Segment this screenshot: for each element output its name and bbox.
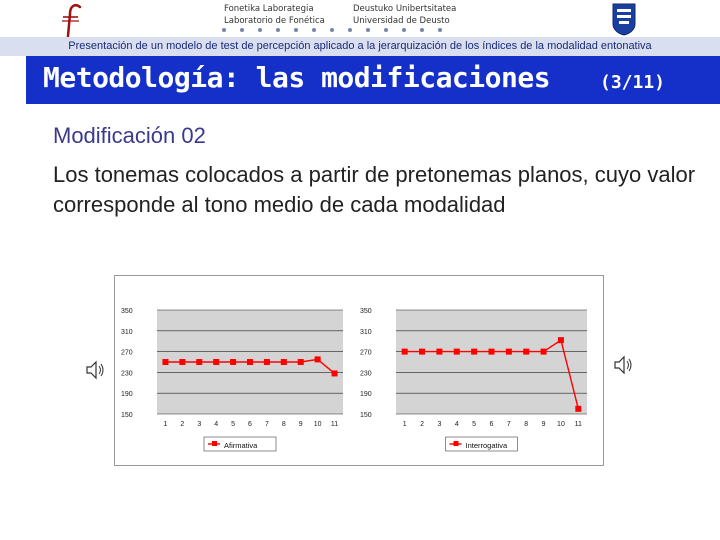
- legend-label: Interrogativa: [465, 441, 508, 450]
- y-tick-label: 270: [121, 349, 133, 357]
- body-text: Los tonemas colocados a partir de pretonemas planos, cuyo valor corresponde al tono medio de cada modalidad: [53, 162, 696, 217]
- data-point: [575, 406, 581, 412]
- x-tick-label: 5: [231, 421, 236, 428]
- crest-icon: [611, 2, 637, 36]
- y-tick-label: 230: [121, 370, 133, 378]
- data-point: [541, 349, 547, 355]
- data-point: [281, 359, 287, 365]
- x-tick-label: 2: [420, 421, 424, 428]
- header-lab-name: [224, 3, 325, 27]
- y-tick-label: 310: [121, 328, 133, 336]
- x-tick-label: 5: [472, 421, 477, 428]
- header-lab-spanish: Laboratorio de Fonética: [224, 16, 325, 26]
- y-tick-label: 310: [360, 328, 372, 336]
- y-tick-label: 350: [121, 308, 133, 315]
- data-point: [196, 359, 202, 365]
- x-tick-label: 4: [214, 421, 219, 428]
- y-tick-label: 270: [360, 349, 372, 357]
- x-tick-label: 4: [454, 421, 459, 428]
- legend-label: Afirmativa: [224, 441, 258, 450]
- data-point: [506, 349, 512, 355]
- data-point: [419, 349, 425, 355]
- x-tick-label: 9: [541, 421, 546, 428]
- header-lab-basque: Fonetika Laborategia: [224, 4, 314, 14]
- data-point: [179, 359, 185, 365]
- y-tick-label: 150: [121, 412, 133, 419]
- y-tick-label: 350: [360, 308, 372, 315]
- data-point: [489, 349, 495, 355]
- data-point: [402, 349, 408, 355]
- speaker-icon[interactable]: [612, 353, 636, 377]
- data-point: [230, 359, 236, 365]
- presentation-subtitle: Presentación de un modelo de test de percepción aplicado a la jerarquización de los índices de la modalidad entonativa: [68, 40, 652, 52]
- x-tick-label: 1: [163, 421, 168, 428]
- legend-marker: [212, 441, 217, 446]
- slide-counter: (3/11): [600, 72, 666, 93]
- x-tick-label: 10: [313, 421, 322, 428]
- x-tick-label: 3: [197, 421, 202, 428]
- x-tick-label: 8: [524, 421, 529, 428]
- data-point: [162, 359, 168, 365]
- data-point: [213, 359, 219, 365]
- header-university-spanish: Universidad de Deusto: [353, 16, 450, 26]
- data-point: [264, 359, 270, 365]
- header-university-name: [353, 3, 456, 27]
- x-tick-label: 10: [557, 421, 565, 428]
- x-tick-label: 7: [506, 421, 511, 428]
- x-tick-label: 7: [264, 421, 269, 428]
- data-point: [298, 359, 304, 365]
- chart-frame: [114, 275, 604, 466]
- x-tick-label: 6: [489, 421, 494, 428]
- data-point: [471, 349, 477, 355]
- pitch-charts: [115, 276, 605, 467]
- data-point: [247, 359, 253, 365]
- x-tick-label: 8: [281, 421, 286, 428]
- data-point: [523, 349, 529, 355]
- y-tick-label: 150: [360, 412, 372, 419]
- modification-label: Modificación 02: [53, 123, 206, 148]
- data-point: [315, 356, 321, 362]
- y-tick-label: 190: [121, 391, 133, 399]
- x-tick-label: 3: [437, 421, 442, 428]
- x-tick-label: 6: [248, 421, 252, 428]
- header-university-basque: Deustuko Unibertsitatea: [353, 4, 457, 14]
- x-tick-label: 9: [298, 421, 303, 428]
- speaker-icon[interactable]: [84, 358, 108, 382]
- data-point: [436, 349, 442, 355]
- legend-marker: [454, 441, 459, 446]
- x-tick-label: 11: [574, 421, 582, 428]
- header-dots-divider: [222, 28, 448, 32]
- y-tick-label: 190: [360, 391, 372, 399]
- data-point: [332, 370, 338, 376]
- data-point: [454, 349, 460, 355]
- plot-area: [396, 310, 587, 414]
- slide-title: Metodología: las modificaciones: [43, 61, 551, 94]
- x-tick-label: 1: [402, 421, 407, 428]
- y-tick-label: 230: [360, 370, 372, 378]
- x-tick-label: 11: [330, 421, 339, 428]
- data-point: [558, 337, 564, 343]
- x-tick-label: 2: [180, 421, 185, 428]
- logo-f-icon: [58, 2, 88, 42]
